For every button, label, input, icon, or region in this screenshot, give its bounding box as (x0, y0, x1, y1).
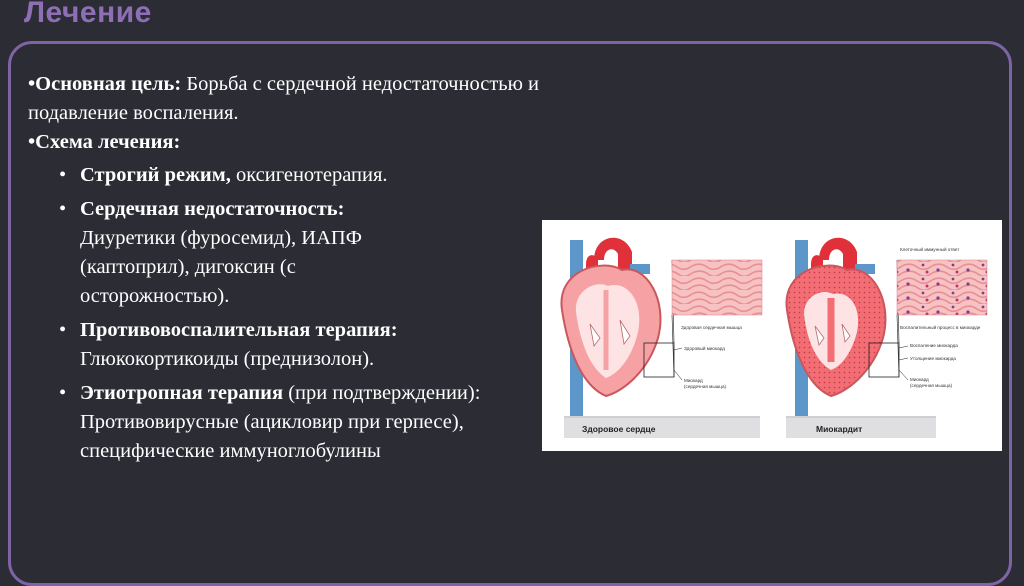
label-healthy-muscle: Здоровая сердечная мышца (681, 325, 742, 330)
bullet-marker: • (59, 198, 67, 220)
label-myocard: Миокард (684, 378, 703, 383)
bullet-marker: • (59, 382, 67, 404)
item-text: оксигенотерапия. (230, 164, 388, 186)
goal-label: •Основная цель: (28, 73, 182, 95)
bullet-marker: • (59, 319, 67, 341)
item-bold: Этиотропная терапия (80, 382, 284, 404)
label-myocard: Миокард (910, 377, 929, 382)
item-bold: Противовоспалительная терапия: (80, 319, 398, 341)
text-content (28, 70, 548, 471)
bullet-marker: • (59, 164, 67, 186)
label-inflammation: Воспаление миокарда (910, 343, 958, 348)
slide-title: Лечение (24, 0, 152, 29)
scheme-label: •Схема лечения: (28, 131, 181, 153)
healthy-heart-caption: Здоровое сердце (564, 416, 760, 438)
label-myocard-sub: (сердечная мышца) (910, 383, 953, 388)
goal-text: Борьба с сердечной недостаточностью и подавление воспаления. (28, 73, 540, 124)
heart-comparison-figure (542, 220, 1002, 451)
goal-paragraph (28, 70, 548, 128)
label-thickening: Утолщение миокарда (910, 356, 956, 361)
label-myocard-sub: (сердечная мышца) (684, 384, 727, 389)
label-healthy-myocardium: Здоровый миокард (684, 346, 725, 351)
list-item (28, 379, 530, 466)
list-item (28, 161, 548, 190)
myocarditis-caption: Миокардит (786, 416, 936, 438)
list-item (28, 195, 430, 311)
item-text: (при подтверждении): Противовирусные (ацикловир при герпесе), специфические иммуноглобулины (80, 382, 481, 462)
item-text: Глюкокортикоиды (преднизолон). (80, 348, 375, 370)
scheme-heading (28, 128, 548, 157)
label-inflammatory-process: Воспалительный процесс в миокарде (900, 325, 981, 330)
label-immune-response: Клеточный иммунный ответ (900, 247, 960, 252)
item-bold: Сердечная недостаточность: (80, 198, 345, 220)
item-text: Диуретики (фуросемид), ИАПФ (каптоприл), дигоксин (с осторожностью). (80, 227, 362, 307)
item-bold: Строгий режим, (80, 164, 231, 186)
list-item (28, 316, 420, 374)
